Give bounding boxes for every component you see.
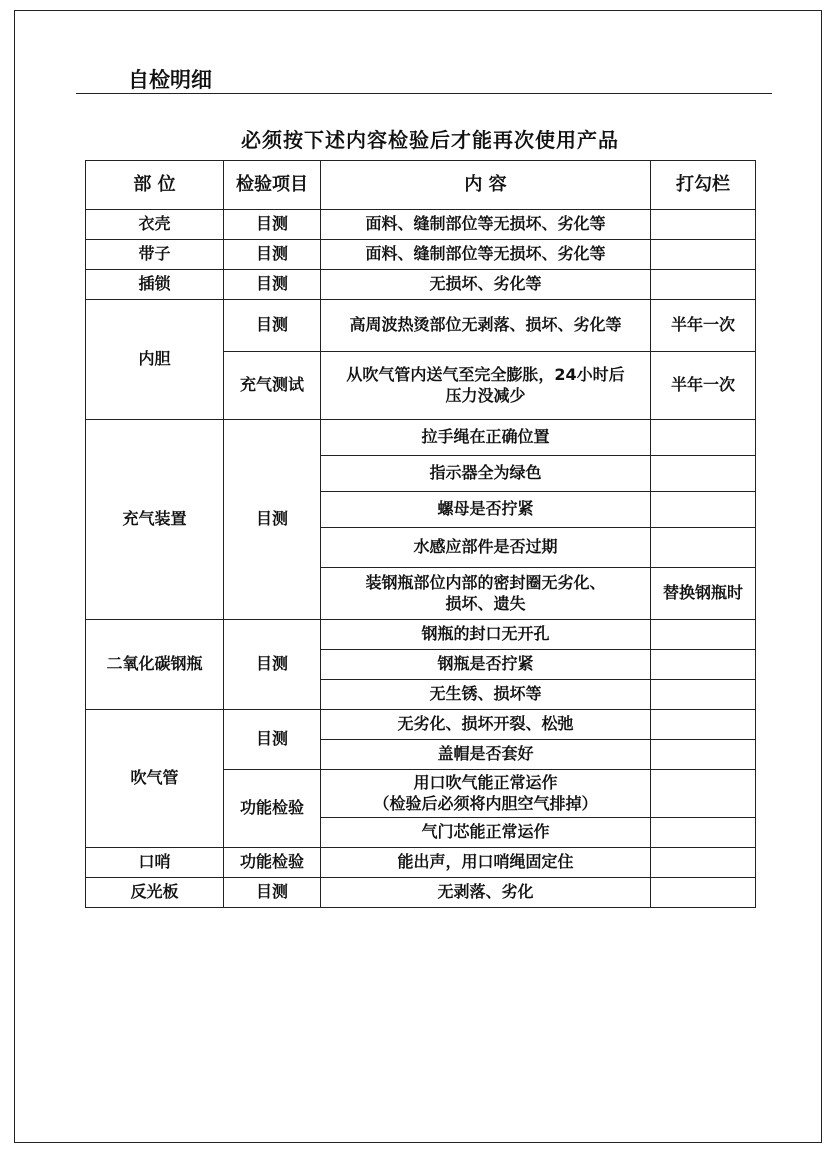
content-cell: 盖帽是否套好 — [321, 740, 651, 770]
content-cell — [321, 770, 651, 818]
method-cell: 功能检验 — [224, 848, 321, 878]
method-cell: 目测 — [224, 878, 321, 908]
check-cell[interactable] — [651, 818, 756, 848]
table-row — [86, 710, 756, 740]
method-cell: 目测 — [224, 710, 321, 770]
table-row — [86, 420, 756, 456]
check-cell[interactable] — [651, 270, 756, 300]
content-cell: 能出声，用口哨绳固定住 — [321, 848, 651, 878]
content-cell: 面料、缝制部位等无损坏、劣化等 — [321, 240, 651, 270]
check-cell[interactable]: 替换钢瓶时 — [651, 568, 756, 620]
check-cell[interactable]: 半年一次 — [651, 352, 756, 420]
content-cell: 钢瓶是否拧紧 — [321, 650, 651, 680]
table-row — [86, 848, 756, 878]
content-cell: 高周波热烫部位无剥落、损坏、劣化等 — [321, 300, 651, 352]
check-cell[interactable] — [651, 210, 756, 240]
header-content: 内 容 — [321, 161, 651, 210]
method-cell: 目测 — [224, 300, 321, 352]
content-line: 用口吹气能正常运作 — [413, 772, 558, 792]
part-cell: 带子 — [86, 240, 224, 270]
check-cell[interactable] — [651, 420, 756, 456]
check-cell[interactable] — [651, 710, 756, 740]
part-cell: 内胆 — [86, 300, 224, 420]
method-cell: 目测 — [224, 270, 321, 300]
table-row — [86, 878, 756, 908]
content-cell: 面料、缝制部位等无损坏、劣化等 — [321, 210, 651, 240]
check-cell[interactable] — [651, 240, 756, 270]
part-cell: 二氧化碳钢瓶 — [86, 620, 224, 710]
content-line: 压力没减少 — [445, 385, 526, 405]
content-cell: 钢瓶的封口无开孔 — [321, 620, 651, 650]
check-cell[interactable] — [651, 620, 756, 650]
content-line: （检验后必须将内胆空气排掉） — [373, 793, 598, 813]
table-row — [86, 620, 756, 650]
content-cell — [321, 352, 651, 420]
content-cell: 拉手绳在正确位置 — [321, 420, 651, 456]
check-cell[interactable] — [651, 528, 756, 568]
content-line: 从吹气管内送气至完全膨胀，24小时后 — [346, 364, 625, 384]
header-divider — [76, 93, 772, 94]
part-cell: 衣壳 — [86, 210, 224, 240]
content-cell — [321, 568, 651, 620]
content-cell: 指示器全为绿色 — [321, 456, 651, 492]
table-row — [86, 270, 756, 300]
table-row — [86, 240, 756, 270]
table-row — [86, 210, 756, 240]
part-cell: 反光板 — [86, 878, 224, 908]
method-cell: 目测 — [224, 210, 321, 240]
content-cell: 水感应部件是否过期 — [321, 528, 651, 568]
method-cell: 功能检验 — [224, 770, 321, 848]
check-cell[interactable] — [651, 848, 756, 878]
table-header-row — [86, 161, 756, 210]
method-cell: 目测 — [224, 240, 321, 270]
content-line: 装钢瓶部位内部的密封圈无劣化、 — [365, 572, 606, 592]
content-cell: 气门芯能正常运作 — [321, 818, 651, 848]
header-method: 检验项目 — [224, 161, 321, 210]
method-cell: 目测 — [224, 620, 321, 710]
header-check: 打勾栏 — [651, 161, 756, 210]
content-cell: 无劣化、损坏开裂、松弛 — [321, 710, 651, 740]
check-cell[interactable] — [651, 680, 756, 710]
table-subtitle: 必须按下述内容检验后才能再次使用产品 — [241, 128, 619, 152]
content-cell: 螺母是否拧紧 — [321, 492, 651, 528]
part-cell: 口哨 — [86, 848, 224, 878]
method-cell: 目测 — [224, 420, 321, 620]
check-cell[interactable] — [651, 878, 756, 908]
check-cell[interactable] — [651, 740, 756, 770]
check-cell[interactable]: 半年一次 — [651, 300, 756, 352]
header-part: 部 位 — [86, 161, 224, 210]
method-cell: 充气测试 — [224, 352, 321, 420]
content-cell: 无生锈、损坏等 — [321, 680, 651, 710]
section-title: 自检明细 — [128, 68, 212, 92]
check-cell[interactable] — [651, 492, 756, 528]
table-row — [86, 300, 756, 352]
check-cell[interactable] — [651, 650, 756, 680]
content-line: 损坏、遗失 — [445, 593, 526, 613]
content-cell: 无损坏、劣化等 — [321, 270, 651, 300]
part-cell: 插锁 — [86, 270, 224, 300]
part-cell: 吹气管 — [86, 710, 224, 848]
content-cell: 无剥落、劣化 — [321, 878, 651, 908]
check-cell[interactable] — [651, 456, 756, 492]
part-cell: 充气装置 — [86, 420, 224, 620]
self-check-table — [85, 160, 756, 908]
check-cell[interactable] — [651, 770, 756, 818]
